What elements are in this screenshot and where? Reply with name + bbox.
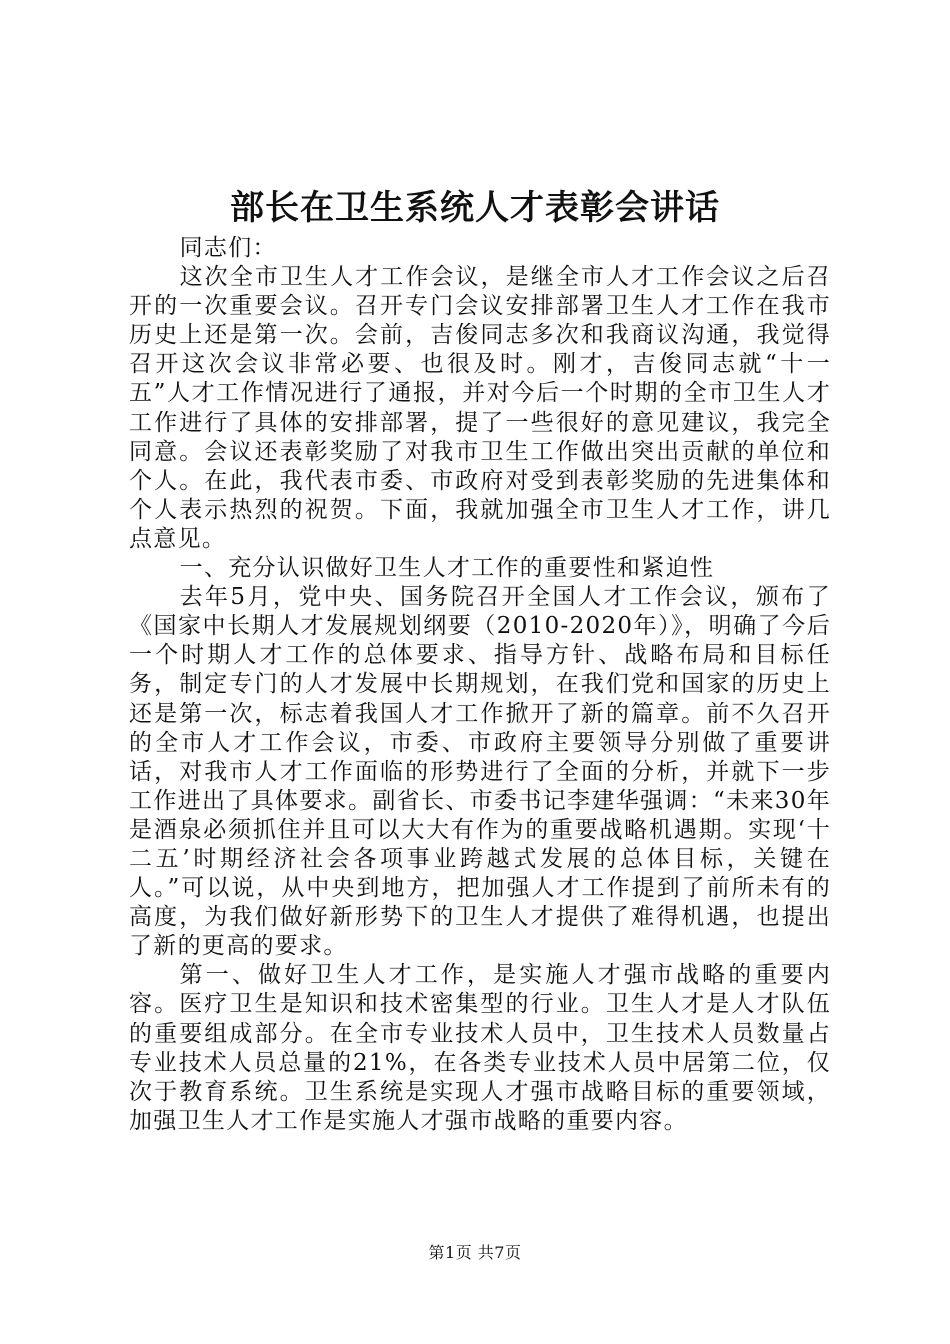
document-title: 部长在卫生系统人才表彰会讲话 bbox=[230, 188, 720, 228]
paragraph-point-1: 第一、做好卫生人才工作，是实施人才强市战略的重要内容。医疗卫生是知识和技术密集型的行业。卫生人才是人才队伍的重要组成部分。在全市专业技术人员中，卫生技术人员数量占专业技术人员总量的21%，在各类专业技术人员中居第二位，仅次于教育系统。卫生系统是实现人才强市战略目标的重要领域，加强卫生人才工作是实施人才强市战略的重要内容。 bbox=[129, 962, 831, 1134]
paragraph-intro: 这次全市卫生人才工作会议，是继全市人才工作会议之后召开的一次重要会议。召开专门会议安排部署卫生人才工作在我市历史上还是第一次。会前，吉俊同志多次和我商议沟通，我觉得召开这次会议非常必要、也很及时。刚才，吉俊同志就“十一五”人才工作情况进行了通报，并对今后一个时期的全市卫生人才工作进行了具体的安排部署，提了一些很好的意见建议，我完全同意。会议还表彰奖励了对我市卫生工作做出突出贡献的单位和个人。在此，我代表市委、市政府对受到表彰奖励的先进集体和个人表示热烈的祝贺。下面，我就加强全市卫生人才工作，讲几点意见。 bbox=[129, 264, 831, 552]
paragraph-background: 去年5月，党中央、国务院召开全国人才工作会议，颁布了《国家中长期人才发展规划纲要（2010-2020年）》，明确了今后一个时期人才工作的总体要求、指导方针、战略布局和目标任务，制定专门的人才发展中长期规划，在我们党和国家的历史上还是第一次，标志着我国人才工作掀开了新的篇章。前不久召开的全市人才工作会议，市委、市政府主要领导分别做了重要讲话，对我市人才工作面临的形势进行了全面的分析，并就下一步工作进出了具体要求。副省长、市委书记李建华强调：“未来30年是酒泉必须抓住并且可以大大有作为的重要战略机遇期。实现‘十二五’时期经济社会各项事业跨越式发展的总体目标，关键在人。”可以说，从中央到地方，把加强人才工作提到了前所未有的高度，为我们做好新形势下的卫生人才提供了难得机遇，也提出了新的更高的要求。 bbox=[129, 584, 831, 960]
salutation: 同志们： bbox=[179, 235, 277, 261]
page-number-footer: 第1页 共7页 bbox=[428, 1243, 522, 1262]
section-heading-1: 一、充分认识做好卫生人才工作的重要性和紧迫性 bbox=[179, 555, 715, 582]
document-body bbox=[129, 234, 831, 1136]
